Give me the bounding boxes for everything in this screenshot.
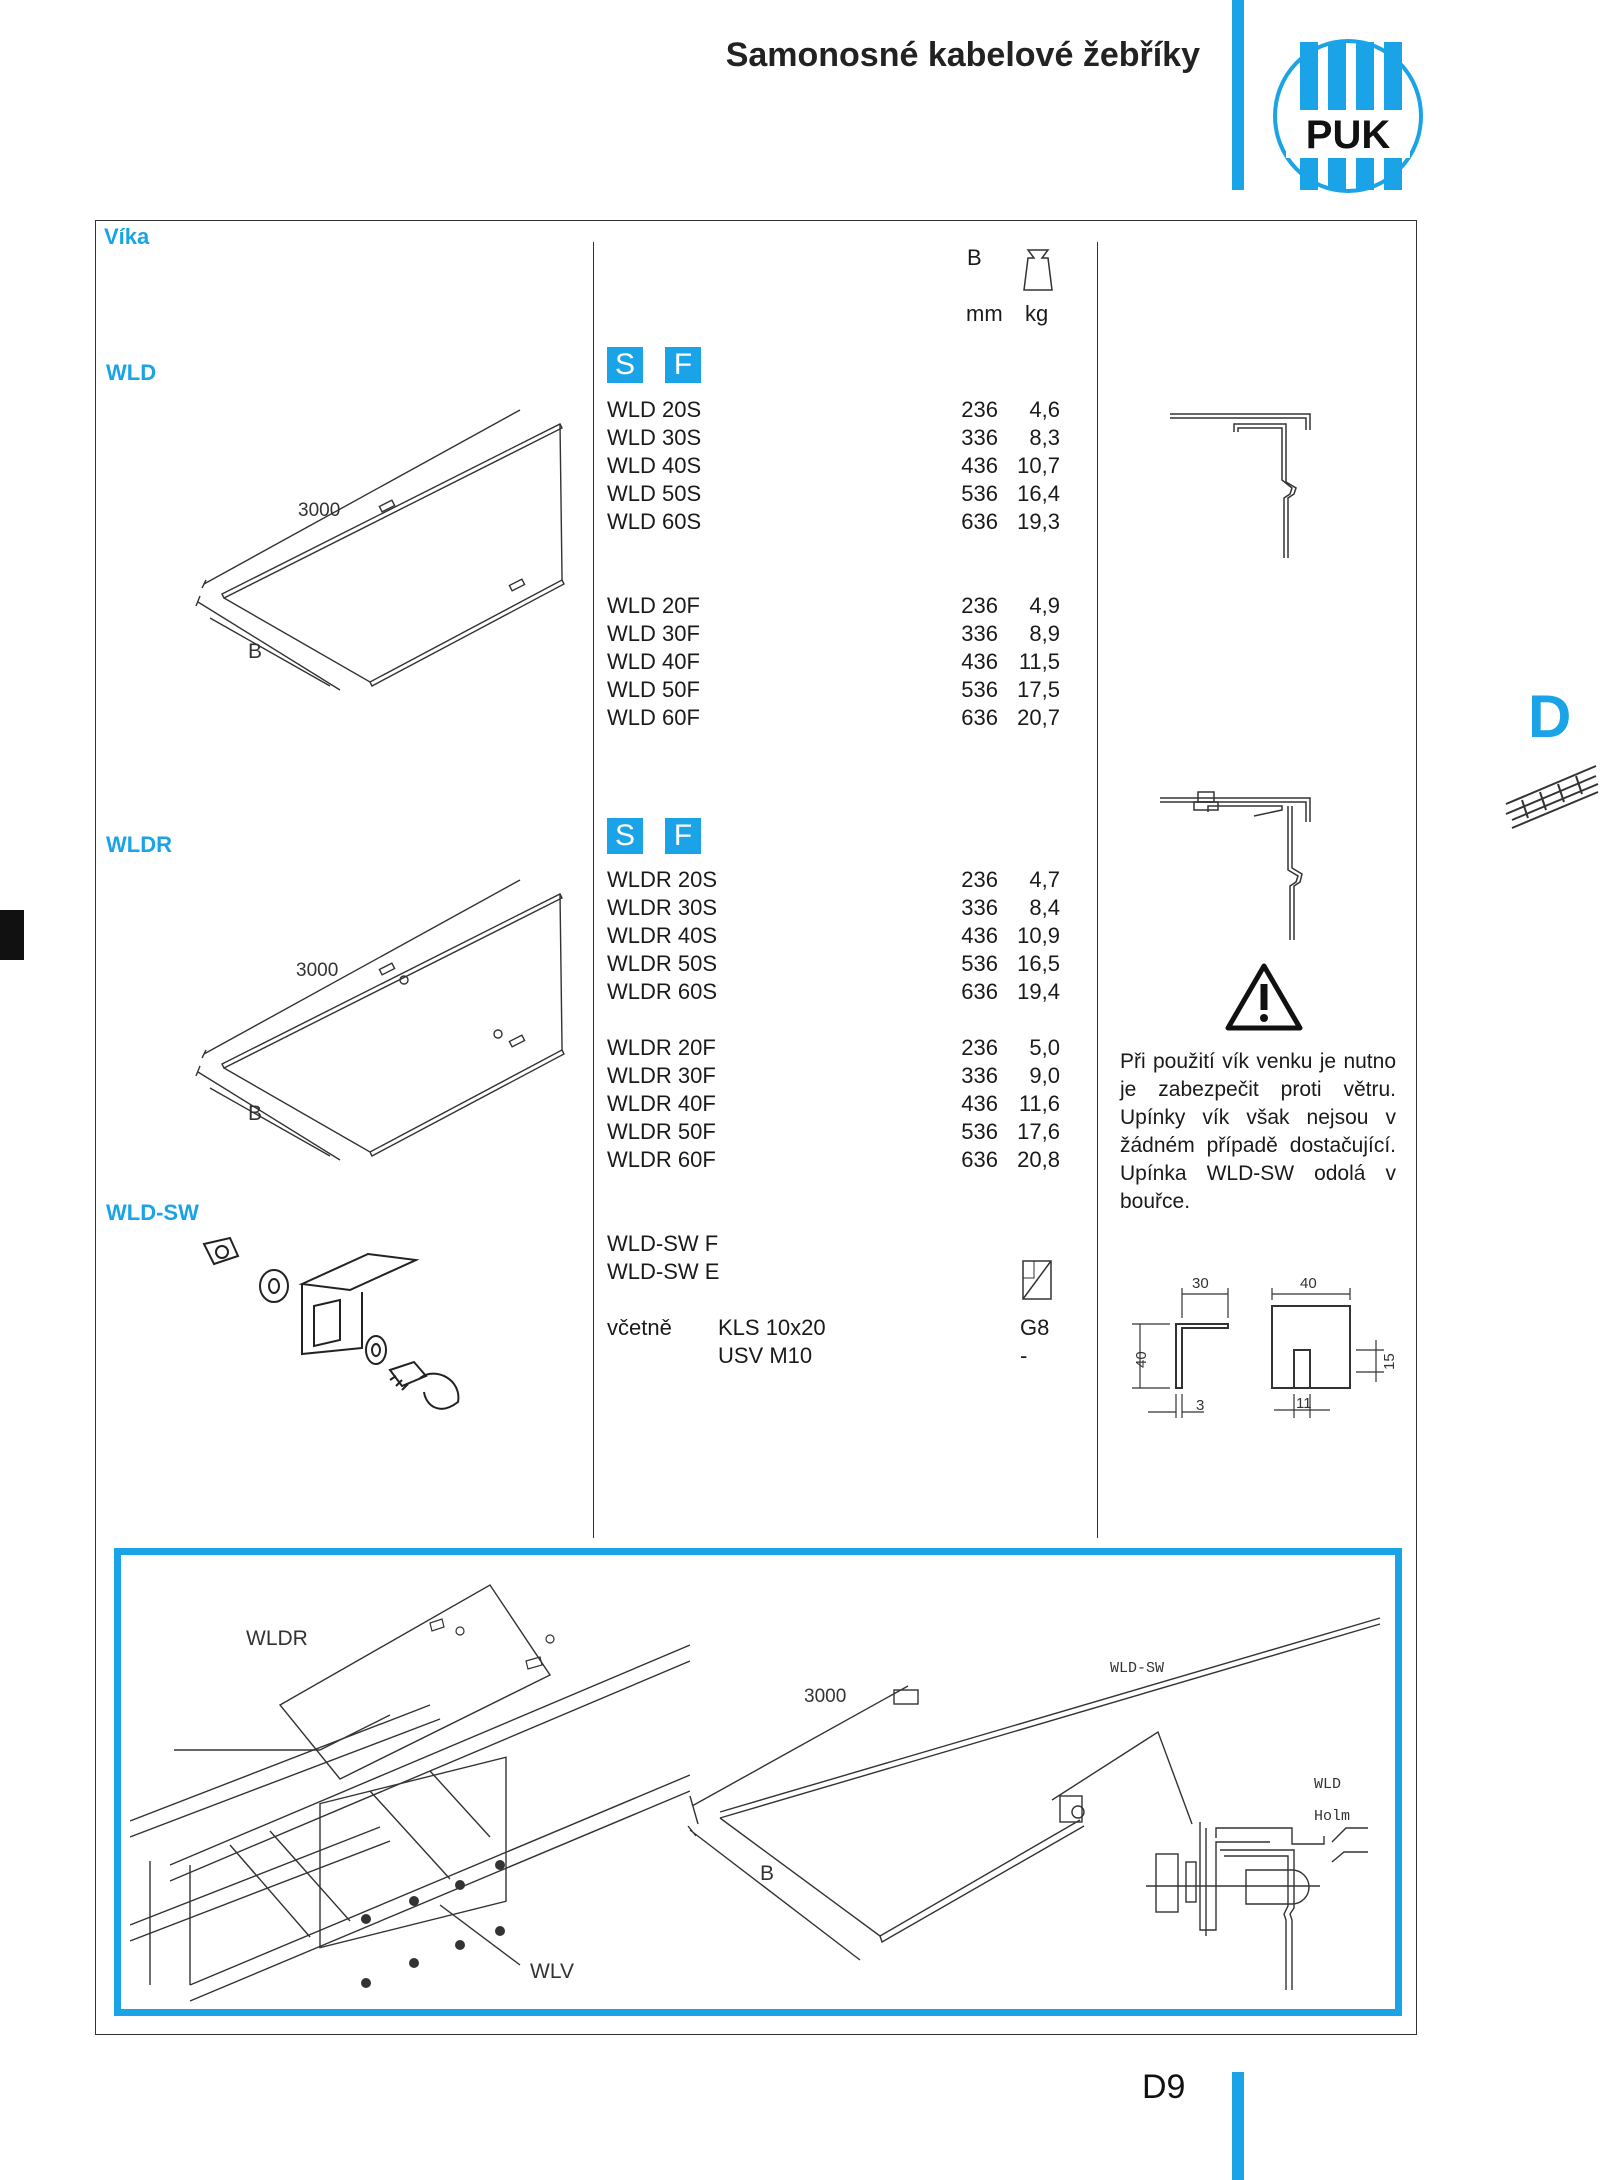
page-number: D9 — [1142, 2068, 1186, 2106]
dim-11: 11 — [1296, 1395, 1312, 1412]
table-row-name: WLDR 40F — [607, 1091, 716, 1116]
logo-text: PUK — [1305, 113, 1391, 157]
table-row-b: 536 — [961, 481, 998, 506]
badge-s: S — [607, 818, 643, 854]
table-row-kg: 17,5 — [1017, 677, 1060, 702]
label-wldsw-assembly: WLD-SW — [1110, 1660, 1165, 1677]
table-row-b: 536 — [961, 1119, 998, 1144]
table-row-name: WLDR 50F — [607, 1119, 716, 1144]
table-row-kg: 17,6 — [1017, 1119, 1060, 1144]
table-row-kg: 8,4 — [1029, 895, 1060, 920]
dim-length-3000: 3000 — [296, 960, 339, 981]
table-row-name: WLD 40S — [607, 453, 702, 478]
label-holm: Holm — [1314, 1808, 1351, 1825]
table-row-b: 236 — [961, 397, 998, 422]
table-row-name: WLD 60F — [607, 705, 700, 730]
table-row-b: 336 — [961, 425, 998, 450]
label-wld-assembly: WLD — [1314, 1776, 1342, 1793]
table-row-name: WLD 20S — [607, 397, 702, 422]
table-row-kg: 20,7 — [1017, 705, 1060, 730]
wld-cover-drawing — [190, 390, 590, 700]
header-b: B — [967, 245, 982, 270]
badge-s: S — [607, 347, 643, 383]
table-row-b: 236 — [961, 593, 998, 618]
table-row-b: 636 — [961, 509, 998, 534]
table-row-name: WLD 40F — [607, 649, 700, 674]
table-row-kg: 19,3 — [1017, 509, 1060, 534]
table-row-b: 336 — [961, 1063, 998, 1088]
table-row-name: WLDR 20F — [607, 1035, 716, 1060]
dim-15: 15 — [1381, 1353, 1398, 1370]
dim-width-b: B — [248, 1102, 263, 1125]
table-row-kg: 11,5 — [1018, 649, 1060, 674]
table-row-kg: 16,4 — [1017, 481, 1060, 506]
wldsw-item: WLD-SW F — [607, 1231, 719, 1256]
header-unit-kg: kg — [1025, 301, 1049, 326]
header-unit-mm: mm — [966, 301, 1003, 326]
label-wld: WLD — [106, 360, 157, 385]
ladder-tab-icon — [1502, 762, 1600, 832]
table-row-kg: 19,4 — [1017, 979, 1060, 1004]
puk-logo — [1268, 36, 1428, 196]
table-row-name: WLD 60S — [607, 509, 702, 534]
section-tab-letter: D — [1528, 683, 1572, 750]
table-row-b: 336 — [961, 621, 998, 646]
table-row-b: 336 — [961, 895, 998, 920]
incl-label: včetně — [607, 1315, 672, 1340]
table-row-name: WLD 30S — [607, 425, 702, 450]
table-row-kg: 20,8 — [1017, 1147, 1060, 1172]
table-row-b: 636 — [961, 979, 998, 1004]
section-title-vika: Víka — [104, 224, 150, 249]
wld-profile-drawing — [1170, 408, 1330, 558]
table-row-kg: 11,6 — [1018, 1091, 1060, 1116]
dim-3: 3 — [1196, 1397, 1205, 1414]
table-row-kg: 8,3 — [1029, 425, 1060, 450]
table-row-kg: 5,0 — [1029, 1035, 1060, 1060]
table-row-b: 436 — [961, 923, 998, 948]
table-row-b: 536 — [961, 951, 998, 976]
incl-item-val: - — [1020, 1343, 1028, 1368]
header-divider — [1232, 0, 1244, 190]
dim-40: 40 — [1300, 1275, 1317, 1292]
column-divider-left — [593, 242, 594, 1538]
warning-icon — [1224, 962, 1304, 1034]
page-edge-marker — [0, 910, 24, 960]
footer-divider — [1232, 2072, 1244, 2180]
warning-note: Při použití vík venku je nutno je zabezpečit proti větru. Upínky vík však nejsou v žádném případě dostačující. Upínka WLD-SW odolá v bouřce. — [1120, 1050, 1396, 1213]
table-row-kg: 10,9 — [1017, 923, 1060, 948]
table-row-b: 636 — [961, 705, 998, 730]
label-wldr-assembly: WLDR — [246, 1627, 308, 1650]
dim-width-b: B — [760, 1862, 775, 1885]
table-row-name: WLD 20F — [607, 593, 700, 618]
table-row-kg: 4,6 — [1029, 397, 1060, 422]
wldr-cover-drawing — [190, 860, 590, 1170]
clamp-dimension-drawing — [1124, 1268, 1404, 1428]
table-row-name: WLDR 30F — [607, 1063, 716, 1088]
table-row-kg: 4,7 — [1029, 867, 1060, 892]
steel-grade-icon — [1020, 1258, 1054, 1302]
table-row-kg: 10,7 — [1017, 453, 1060, 478]
table-row-name: WLDR 50S — [607, 951, 718, 976]
wldr-profile-drawing — [1160, 790, 1320, 940]
table-row-kg: 9,0 — [1029, 1063, 1060, 1088]
table-row-name: WLDR 30S — [607, 895, 718, 920]
table-row-kg: 16,5 — [1017, 951, 1060, 976]
incl-item-name: USV M10 — [718, 1343, 813, 1368]
table-row-name: WLD 50F — [607, 677, 700, 702]
table-row-b: 236 — [961, 867, 998, 892]
incl-item-val: G8 — [1020, 1315, 1050, 1340]
incl-item-name: KLS 10x20 — [718, 1315, 826, 1340]
badge-f: F — [665, 818, 701, 854]
column-divider-right — [1097, 242, 1098, 1538]
wldsw-clamp-drawing — [190, 1230, 490, 1430]
label-wldsw: WLD-SW — [106, 1200, 199, 1225]
table-row-b: 536 — [961, 677, 998, 702]
label-wlv: WLV — [530, 1960, 574, 1983]
table-row-b: 436 — [961, 453, 998, 478]
table-row-name: WLDR 60F — [607, 1147, 716, 1172]
dim-40-height: 40 — [1133, 1351, 1150, 1368]
table-row-kg: 4,9 — [1029, 593, 1060, 618]
dim-length-3000: 3000 — [298, 500, 341, 521]
label-wldr: WLDR — [106, 832, 172, 857]
table-row-b: 636 — [961, 1147, 998, 1172]
ladder-assembly-drawing — [130, 1565, 690, 2005]
table-row-b: 236 — [961, 1035, 998, 1060]
table-row-name: WLDR 40S — [607, 923, 718, 948]
dim-30: 30 — [1192, 1275, 1209, 1292]
page-title: Samonosné kabelové žebříky — [725, 36, 1200, 74]
wldsw-item: WLD-SW E — [607, 1259, 720, 1284]
dim-width-b: B — [248, 640, 263, 663]
table-row-name: WLDR 60S — [607, 979, 718, 1004]
table-row-name: WLD 30F — [607, 621, 700, 646]
dim-length-3000: 3000 — [804, 1686, 847, 1707]
table-row-name: WLD 50S — [607, 481, 702, 506]
weight-icon — [1022, 244, 1054, 294]
cover-clamp-assembly-drawing — [680, 1590, 1390, 2000]
table-row-name: WLDR 20S — [607, 867, 718, 892]
badge-f: F — [665, 347, 701, 383]
table-row-b: 436 — [961, 649, 998, 674]
table-row-kg: 8,9 — [1029, 621, 1060, 646]
table-row-b: 436 — [961, 1091, 998, 1116]
